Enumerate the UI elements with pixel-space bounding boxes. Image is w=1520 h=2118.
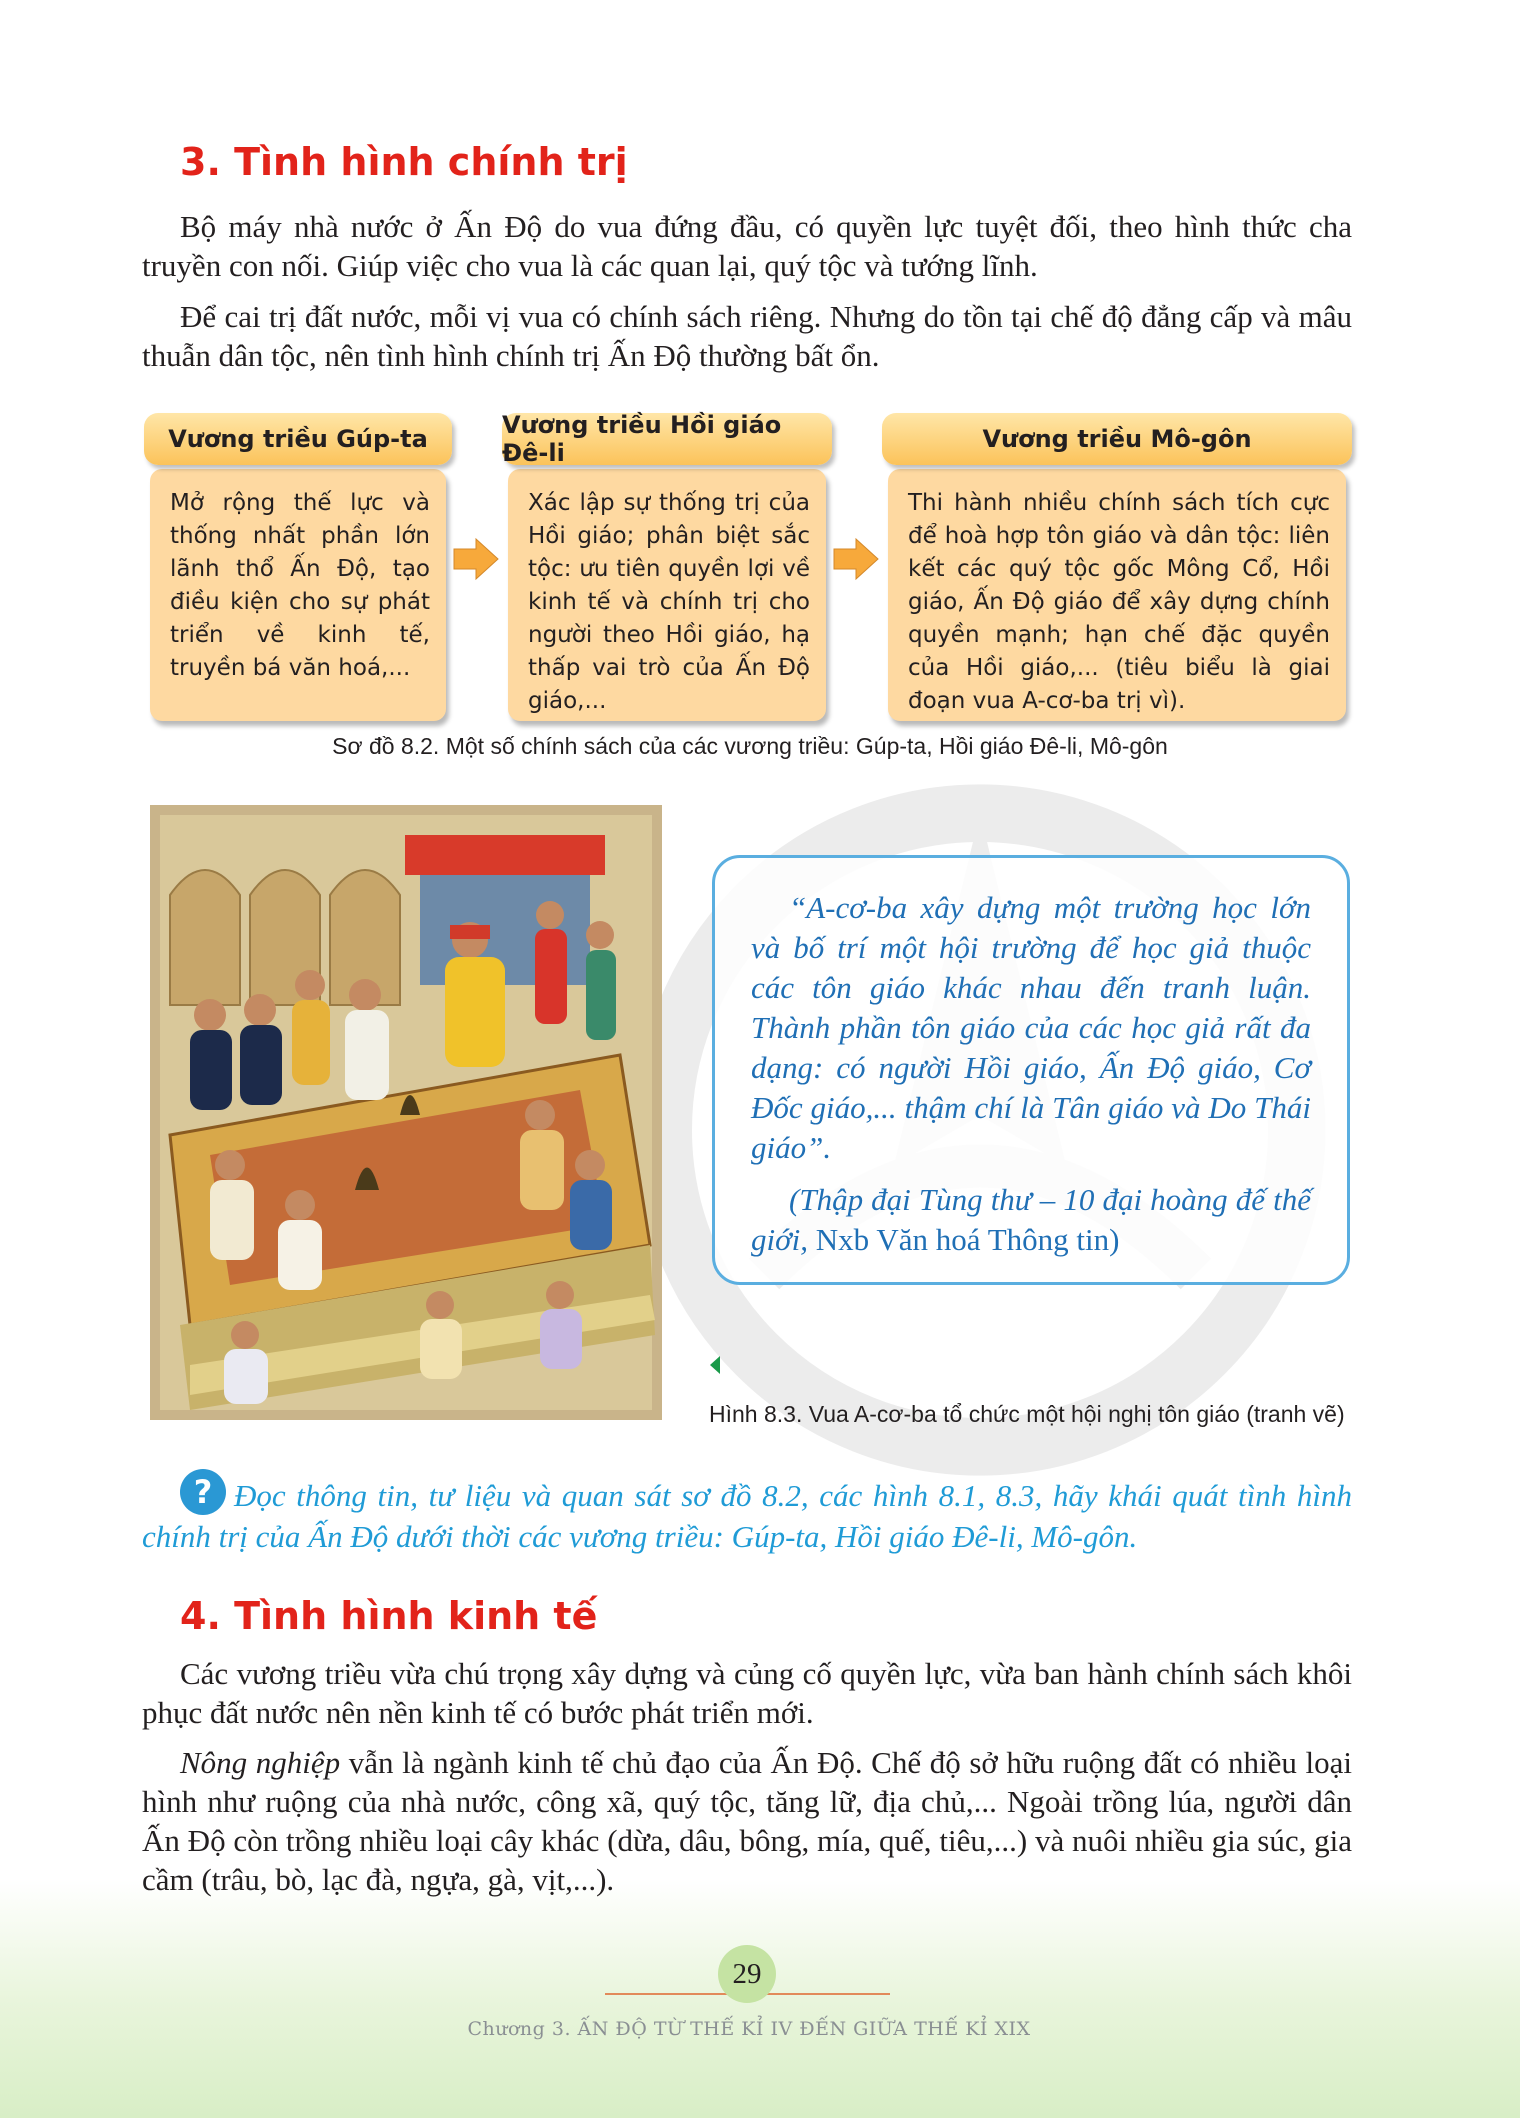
- dynasty-box-delhi: [502, 413, 832, 721]
- quote-text: “A-cơ-ba xây dựng một trường học lớn và bố trí một hội trường để học giả thuộc các tôn giáo khác nhau đến tranh luận. Thành phần tôn giáo của các học giả rất đa dạng: có người Hồi giáo, Ấn Độ giáo, Cơ Đốc giáo,... thậm chí là Tân giáo và Do Thái giáo”.: [751, 890, 1311, 1165]
- dynasty-box-gupta: [144, 413, 452, 721]
- dynasty-description: Mở rộng thế lực và thống nhất phần lớn lãnh thổ Ấn Độ, tạo điều kiện cho sự phát triển về kinh tế, truyền bá văn hoá,...: [150, 469, 446, 721]
- dynasty-description: Xác lập sự thống trị của Hồi giáo; phân biệt sắc tộc: ưu tiên quyền lợi về kinh tế và chính trị cho người theo Hồi giáo, hạ thấp vai trò của Ấn Độ giáo,...: [508, 469, 826, 721]
- page-number: 29: [718, 1945, 776, 2003]
- chapter-footer: Chương 3. ẤN ĐỘ TỪ THẾ KỈ IV ĐẾN GIỮA THẾ KỈ XIX: [467, 2018, 1031, 2040]
- section-3-paragraph-1: Bộ máy nhà nước ở Ấn Độ do vua đứng đầu, có quyền lực tuyệt đối, theo hình thức cha truyền con nối. Giúp việc cho vua là các quan lại, quý tộc và tướng lĩnh.: [142, 209, 1352, 283]
- quote-source-book: (Thập đại Tùng thư – 10 đại hoàng đế thế giới,: [751, 1182, 1311, 1257]
- quote-box: [712, 855, 1350, 1285]
- dynasty-title: Vương triều Hồi giáo Đê-li: [502, 413, 832, 465]
- akbar-religious-assembly-painting: [150, 805, 662, 1420]
- question-icon: ?: [180, 1469, 226, 1515]
- caption-pointer-icon: [708, 1354, 722, 1376]
- figure-caption: Hình 8.3. Vua A-cơ-ba tổ chức một hội nghị tôn giáo (tranh vẽ): [709, 1401, 1345, 1427]
- quote-source: [751, 1180, 1311, 1260]
- section-4-title: 4. Tình hình kinh tế: [180, 1594, 598, 1638]
- agriculture-term: Nông nghiệp: [180, 1745, 341, 1780]
- arrow-right-icon: [832, 535, 882, 583]
- question-text: Đọc thông tin, tư liệu và quan sát sơ đồ 8.2, các hình 8.1, 8.3, hãy khái quát tình hình chính trị của Ấn Độ dưới thời các vương triều: Gúp-ta, Hồi giáo Đê-li, Mô-gôn.: [142, 1478, 1352, 1554]
- section-4-paragraph-2: [142, 1743, 1352, 1899]
- diagram-caption: Sơ đồ 8.2. Một số chính sách của các vương triều: Gúp-ta, Hồi giáo Đê-li, Mô-gôn: [332, 733, 1168, 759]
- dynasty-box-mughal: [882, 413, 1352, 721]
- arrow-right-icon: [452, 535, 502, 583]
- paragraph-rest: vẫn là ngành kinh tế chủ đạo của Ấn Độ. Chế độ sở hữu ruộng đất có nhiều loại hình như ruộng của nhà nước, công xã, quý tộc, tăng lữ, địa chủ,... Ngoài trồng lúa, người dân Ấn Độ còn trồng nhiều loại cây khác (dừa, dâu, bông, mía, quế, tiêu,...) và nuôi nhiều gia súc, gia cầm (trâu, bò, lạc đà, ngựa, gà, vịt,...).: [142, 1745, 1352, 1897]
- dynasty-title: Vương triều Mô-gôn: [882, 413, 1352, 465]
- section-4-paragraph-1: Các vương triều vừa chú trọng xây dựng và củng cố quyền lực, vừa ban hành chính sách khôi phục đất nước nên nền kinh tế có bước phát triển mới.: [142, 1656, 1352, 1730]
- section-3-title: 3. Tình hình chính trị: [180, 140, 628, 184]
- dynasty-title: Vương triều Gúp-ta: [144, 413, 452, 465]
- dynasty-description: Thi hành nhiều chính sách tích cực để hoà hợp tôn giáo và dân tộc: liên kết các quý tộc gốc Mông Cổ, Hồi giáo, Ấn Độ giáo để xây dựng chính quyền mạnh; hạn chế đặc quyền của Hồi giáo,... (tiêu biểu là giai đoạn vua A-cơ-ba trị vì).: [888, 469, 1346, 721]
- quote-source-publisher: Nxb Văn hoá Thông tin): [815, 1222, 1120, 1257]
- section-3-paragraph-2: Để cai trị đất nước, mỗi vị vua có chính sách riêng. Nhưng do tồn tại chế độ đẳng cấp và mâu thuẫn dân tộc, nên tình hình chính trị Ấn Độ thường bất ổn.: [142, 299, 1352, 373]
